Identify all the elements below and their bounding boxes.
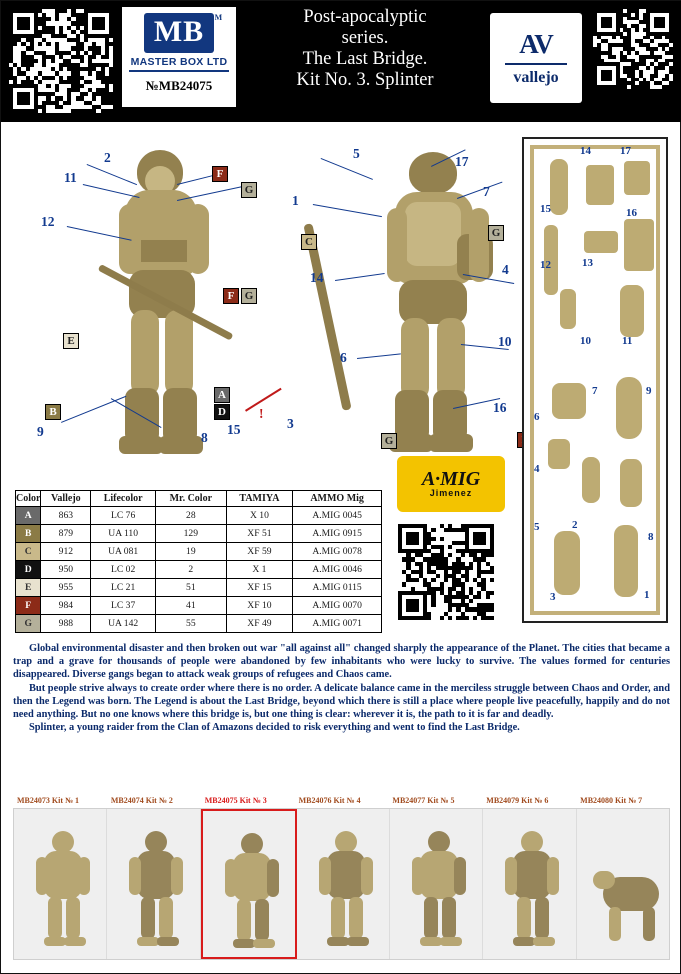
callout-1: 1 bbox=[292, 193, 299, 208]
sprue-frame bbox=[530, 145, 660, 615]
figure-part bbox=[137, 851, 175, 899]
cell-vallejo: 950 bbox=[41, 561, 91, 579]
callout-8: 8 bbox=[201, 430, 208, 445]
table-row bbox=[16, 525, 382, 543]
sprue-part bbox=[554, 531, 580, 595]
callout-6: 6 bbox=[340, 350, 347, 365]
cell-ammomig: A.MIG 0046 bbox=[293, 561, 382, 579]
cell-vallejo: 912 bbox=[41, 543, 91, 561]
master-box-logo bbox=[120, 5, 238, 109]
title-line-4: Kit No. 3. Splinter bbox=[296, 70, 434, 90]
swatch-F-1: F bbox=[212, 166, 228, 182]
figure-part bbox=[48, 897, 62, 939]
brand-subtitle: MASTER BOX LTD bbox=[130, 56, 228, 68]
series-labels bbox=[13, 796, 670, 808]
swatch-E-1: E bbox=[63, 333, 79, 349]
sprue-part bbox=[584, 231, 618, 253]
figure-part bbox=[44, 851, 82, 899]
sprue-part bbox=[614, 525, 638, 597]
series-label: MB24080 Kit № 7 bbox=[580, 796, 643, 805]
ammo-mig-label: A·MIG bbox=[421, 468, 481, 490]
logo-divider bbox=[129, 70, 229, 72]
header-bar bbox=[1, 1, 681, 122]
cell-mrcolor: 28 bbox=[156, 507, 227, 525]
figure-part bbox=[442, 897, 456, 939]
cell-ammomig: A.MIG 0115 bbox=[293, 579, 382, 597]
sprue-part bbox=[550, 159, 568, 215]
swatch-C-1: C bbox=[301, 234, 317, 250]
callout-4: 4 bbox=[502, 262, 509, 277]
qr-code-left bbox=[9, 9, 113, 113]
table-row bbox=[16, 615, 382, 633]
cell-lifecolor: LC 21 bbox=[91, 579, 156, 597]
title-line-1: Post-apocalyptic bbox=[303, 7, 427, 27]
figure-part bbox=[141, 897, 155, 939]
color-key: F bbox=[16, 597, 41, 615]
sprue-number: 11 bbox=[622, 335, 633, 347]
figure-back-view bbox=[371, 150, 511, 460]
cell-mrcolor: 19 bbox=[156, 543, 227, 561]
callout-11: 11 bbox=[64, 170, 77, 185]
cell-ammomig: A.MIG 0070 bbox=[293, 597, 382, 615]
qr-code-right bbox=[593, 9, 673, 89]
figure-part bbox=[255, 899, 269, 941]
callout-17: 17 bbox=[455, 154, 469, 169]
sprue-number: 16 bbox=[626, 207, 637, 219]
figure-part bbox=[233, 853, 271, 901]
figure-part bbox=[428, 831, 450, 853]
figure-part bbox=[420, 937, 442, 946]
sprue-number: 14 bbox=[580, 145, 591, 157]
figure-part bbox=[267, 859, 279, 897]
story-paragraph-1: Global environmental disaster and then broken out war "all against all" changed sharply the appearance of the Planet. The cities that became a trap and a grave for thousands of people were abandoned by few inhabitants who were lucky to survive. The values formed for centuries disappeared. Diverse gangs began to attack weak groups of refugees and Chaos came. bbox=[13, 643, 670, 681]
figure-part bbox=[517, 897, 531, 939]
cell-tamiya: XF 10 bbox=[226, 597, 293, 615]
sprue-part bbox=[548, 439, 570, 469]
cell-tamiya: XF 15 bbox=[226, 579, 293, 597]
swatch-G-2: G bbox=[488, 225, 504, 241]
callout-12: 12 bbox=[41, 214, 55, 229]
series-label: MB24079 Kit № 6 bbox=[486, 796, 549, 805]
vallejo-divider bbox=[505, 63, 567, 65]
figure-part bbox=[420, 851, 458, 899]
sprue-number: 17 bbox=[620, 145, 631, 157]
cell-tamiya: X 10 bbox=[226, 507, 293, 525]
cell-mrcolor: 41 bbox=[156, 597, 227, 615]
cell-ammomig: A.MIG 0078 bbox=[293, 543, 382, 561]
figure-part bbox=[331, 897, 345, 939]
sprue-number: 2 bbox=[572, 519, 578, 531]
figure-part bbox=[593, 871, 615, 889]
cell-mrcolor: 51 bbox=[156, 579, 227, 597]
col-ammomig: AMMO Mig bbox=[293, 491, 382, 507]
figure-part bbox=[424, 897, 438, 939]
figure-part bbox=[361, 857, 373, 895]
figure-part bbox=[36, 857, 48, 895]
cell-tamiya: XF 49 bbox=[226, 615, 293, 633]
story-text bbox=[13, 642, 670, 734]
table-row bbox=[16, 561, 382, 579]
sprue-number: 5 bbox=[534, 521, 540, 533]
vallejo-name: vallejo bbox=[513, 69, 559, 86]
figure-part bbox=[225, 859, 237, 897]
figure-part bbox=[159, 897, 173, 939]
figure-part bbox=[241, 833, 263, 855]
swatch-B-1: B bbox=[45, 404, 61, 420]
trademark-mark: TM bbox=[208, 13, 224, 22]
table-row bbox=[16, 507, 382, 525]
col-tamiya: TAMIYA bbox=[226, 491, 293, 507]
color-key: B bbox=[16, 525, 41, 543]
sprue-number: 4 bbox=[534, 463, 540, 475]
figure-part bbox=[349, 897, 363, 939]
callout-14: 14 bbox=[310, 270, 324, 285]
series-thumbnail bbox=[14, 809, 107, 959]
color-key: A bbox=[16, 507, 41, 525]
swatch-F-2: F bbox=[223, 288, 239, 304]
sprue-part bbox=[586, 165, 614, 205]
color-key: G bbox=[16, 615, 41, 633]
cell-vallejo: 984 bbox=[41, 597, 91, 615]
figure-part bbox=[505, 857, 517, 895]
cell-lifecolor: LC 76 bbox=[91, 507, 156, 525]
sprue-part bbox=[582, 457, 600, 503]
sprue-part bbox=[560, 289, 576, 329]
series-label: MB24076 Kit № 4 bbox=[298, 796, 361, 805]
series-thumbnail bbox=[201, 809, 297, 959]
figure-part bbox=[319, 857, 331, 895]
figure-part bbox=[513, 937, 535, 946]
ammo-mig-sublabel: Jimenez bbox=[429, 488, 473, 498]
sprue-number: 6 bbox=[534, 411, 540, 423]
series-label: MB24075 Kit № 3 bbox=[204, 796, 267, 805]
cell-tamiya: XF 51 bbox=[226, 525, 293, 543]
figure-part bbox=[347, 937, 369, 946]
swatch-A-1: A bbox=[214, 387, 230, 403]
cell-vallejo: 955 bbox=[41, 579, 91, 597]
cell-vallejo: 879 bbox=[41, 525, 91, 543]
figure-part bbox=[440, 937, 462, 946]
callout-5: 5 bbox=[353, 146, 360, 161]
sprue-part bbox=[624, 219, 654, 271]
figure-part bbox=[66, 897, 80, 939]
sprue-number: 9 bbox=[646, 385, 652, 397]
sprue-number: 7 bbox=[592, 385, 598, 397]
sprue-number: 12 bbox=[540, 259, 551, 271]
color-key: D bbox=[16, 561, 41, 579]
figure-part bbox=[327, 851, 365, 899]
kit-number: №MB24075 bbox=[145, 78, 213, 93]
figure-part bbox=[412, 857, 424, 895]
figure-part bbox=[157, 937, 179, 946]
sprue-number: 1 bbox=[644, 589, 650, 601]
cell-lifecolor: LC 37 bbox=[91, 597, 156, 615]
story-paragraph-2: But people strive always to create order where there is no order. A delicate balance came in the merciless struggle between Chaos and Order, and then the Legend was born. The Legend is about the Last Bridge, beyond which there is still a place where people live peacefully, happily and do not need anything. But no one knows where this bridge is, but one thing is clear: wherever it is, the path to it is far and deadly. bbox=[13, 682, 670, 721]
callout-2: 2 bbox=[104, 150, 111, 165]
figure-part bbox=[253, 939, 275, 948]
paint-conversion-table bbox=[15, 490, 382, 633]
story-paragraph-3: Splinter, a young raider from the Clan of Amazons decided to risk everything and went to find the Last Bridge. bbox=[29, 722, 520, 734]
figure-part bbox=[513, 851, 551, 899]
figure-part bbox=[521, 831, 543, 853]
sprue-part bbox=[620, 459, 642, 507]
vallejo-mark: AV bbox=[519, 29, 553, 59]
figure-part bbox=[129, 857, 141, 895]
figure-part bbox=[535, 897, 549, 939]
sprue-part bbox=[552, 383, 586, 419]
callout-15: 15 bbox=[227, 422, 241, 437]
swatch-G-3: G bbox=[241, 288, 257, 304]
sprue-part bbox=[624, 161, 650, 195]
series-thumbnail bbox=[390, 809, 483, 959]
vallejo-logo bbox=[490, 13, 582, 103]
figure-part bbox=[64, 937, 86, 946]
sprue-part bbox=[620, 285, 644, 337]
cell-ammomig: A.MIG 0915 bbox=[293, 525, 382, 543]
cell-ammomig: A.MIG 0071 bbox=[293, 615, 382, 633]
figure-part bbox=[44, 937, 66, 946]
series-thumbnail bbox=[577, 809, 669, 959]
callout-9: 9 bbox=[37, 424, 44, 439]
series-thumbnails bbox=[13, 808, 670, 960]
cell-lifecolor: LC 02 bbox=[91, 561, 156, 579]
table-header-row bbox=[16, 491, 382, 507]
figure-part bbox=[171, 857, 183, 895]
callout-16: 16 bbox=[493, 400, 507, 415]
series-strip bbox=[13, 796, 670, 964]
figure-part bbox=[137, 937, 159, 946]
exclamation-mark: ! bbox=[259, 406, 264, 421]
col-vallejo: Vallejo bbox=[41, 491, 91, 507]
cell-ammomig: A.MIG 0045 bbox=[293, 507, 382, 525]
table-row bbox=[16, 543, 382, 561]
figure-part bbox=[454, 857, 466, 895]
col-lifecolor: Lifecolor bbox=[91, 491, 156, 507]
figure-part bbox=[643, 907, 655, 941]
figure-part bbox=[233, 939, 255, 948]
cell-lifecolor: UA 081 bbox=[91, 543, 156, 561]
sprue-number: 8 bbox=[648, 531, 654, 543]
figure-part bbox=[327, 937, 349, 946]
callout-10: 10 bbox=[498, 334, 512, 349]
table-row bbox=[16, 579, 382, 597]
figure-part bbox=[335, 831, 357, 853]
cell-lifecolor: UA 142 bbox=[91, 615, 156, 633]
series-label: MB24074 Kit № 2 bbox=[110, 796, 173, 805]
title-line-3: The Last Bridge. bbox=[302, 49, 428, 69]
series-label: MB24073 Kit № 1 bbox=[17, 796, 80, 805]
cell-mrcolor: 2 bbox=[156, 561, 227, 579]
cell-tamiya: X 1 bbox=[226, 561, 293, 579]
callout-7: 7 bbox=[483, 184, 490, 199]
sprue-part bbox=[616, 377, 642, 439]
series-thumbnail bbox=[297, 809, 390, 959]
col-color: Color bbox=[16, 491, 41, 507]
qr-code-ammo bbox=[397, 523, 495, 621]
cell-lifecolor: UA 110 bbox=[91, 525, 156, 543]
sprue-number: 13 bbox=[582, 257, 593, 269]
col-mrcolor: Mr. Color bbox=[156, 491, 227, 507]
brand-name: MB bbox=[153, 15, 205, 48]
series-label: MB24077 Kit № 5 bbox=[392, 796, 455, 805]
figure-part bbox=[237, 899, 251, 941]
swatch-G-1: G bbox=[241, 182, 257, 198]
series-thumbnail bbox=[107, 809, 200, 959]
sprue-number: 10 bbox=[580, 335, 591, 347]
cell-vallejo: 988 bbox=[41, 615, 91, 633]
cell-vallejo: 863 bbox=[41, 507, 91, 525]
cell-mrcolor: 55 bbox=[156, 615, 227, 633]
callout-3: 3 bbox=[287, 416, 294, 431]
figure-part bbox=[78, 857, 90, 895]
figure-part bbox=[145, 831, 167, 853]
sprue-diagram bbox=[522, 137, 668, 623]
figure-part bbox=[533, 937, 555, 946]
brand-badge bbox=[144, 13, 224, 53]
swatch-D-1: D bbox=[214, 404, 230, 420]
title-line-2: series. bbox=[341, 28, 389, 48]
series-thumbnail bbox=[483, 809, 576, 959]
sprue-number: 15 bbox=[540, 203, 551, 215]
figure-part bbox=[52, 831, 74, 853]
sprue-number: 3 bbox=[550, 591, 556, 603]
figure-part bbox=[609, 907, 621, 941]
page-title bbox=[245, 7, 485, 91]
color-key: C bbox=[16, 543, 41, 561]
table-row bbox=[16, 597, 382, 615]
figure-part bbox=[547, 857, 559, 895]
color-key: E bbox=[16, 579, 41, 597]
swatch-G-4: G bbox=[381, 433, 397, 449]
cell-mrcolor: 129 bbox=[156, 525, 227, 543]
ammo-mig-logo bbox=[397, 456, 505, 512]
cell-tamiya: XF 59 bbox=[226, 543, 293, 561]
